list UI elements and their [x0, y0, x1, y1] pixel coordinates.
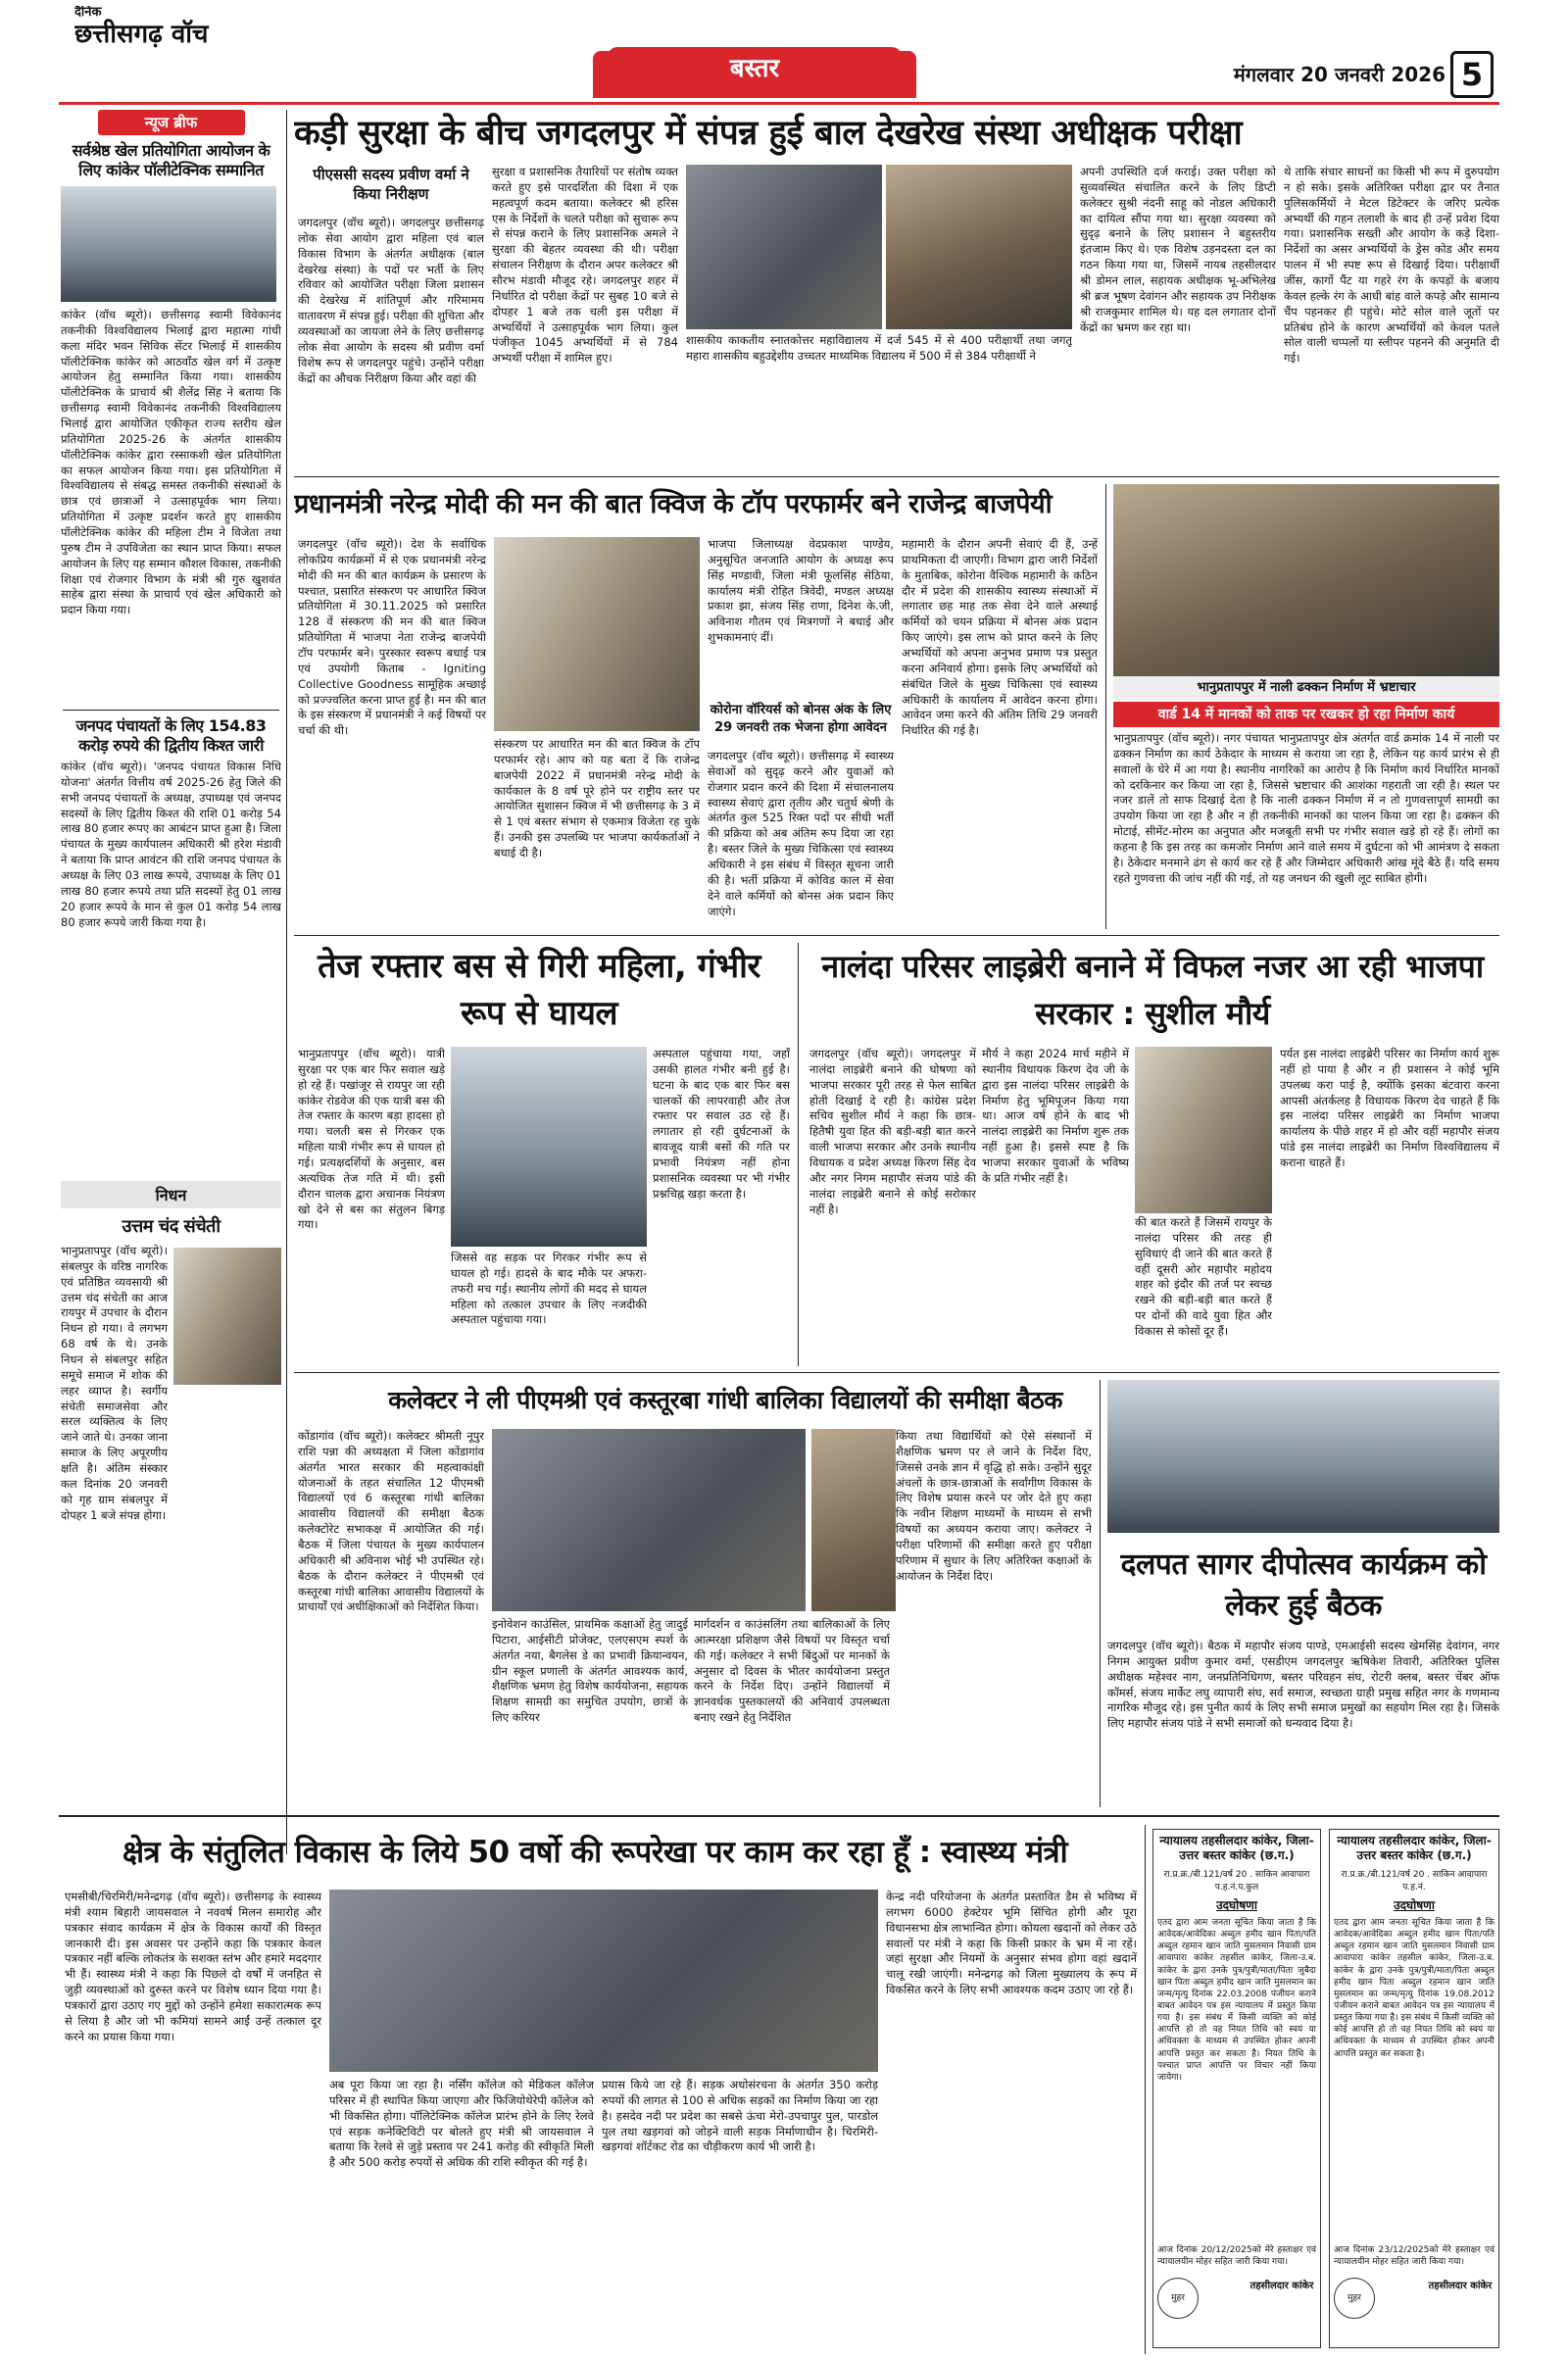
minister-col2: अब पूरा किया जा रहा है। नर्सिंग कॉलेज को मेडिकल कॉलेज परिसर में ही स्थापित किया जाएगा और फिजियोथेरेपी कॉलेज को भी विकसित होगा। पॉलिटेक्निक कॉलेज प्रारंभ होने के लिए रेलवे एवं सड़क कनेक्टिविटी पर बोलते हुए मंत्री श्री जायसवाल ने बताया कि रेलवे से जुड़े प्रस्ताव पर 241 करोड़ की स्वीकृति मिली है और 500 करोड़ रुपयों से अधिक की राशि स्वीकृत की गई है। [329, 2078, 594, 2170]
school-photo-1 [492, 1429, 806, 1611]
dalpat-headline: दलपत सागर दीपोत्सव कार्यक्रम को लेकर हुई बैठक [1120, 1548, 1487, 1623]
brief2-body: कांकेर (वॉच ब्यूरो)। 'जनपद पंचायत विकास निधि योजना' अंतर्गत वित्तीय वर्ष 2025-26 हेतु जिले की सभी जनपद पंचायतों के अध्यक्ष, उपाध्यक्ष एवं जनपद सदस्यों के लिए द्वितीय किश्त की राशि 01 करोड़ 54 लाख 80 हजार रूपए का आबंटन प्राप्त हुआ है। जिला पंचायत के मुख्य कार्यपालन अधिकारी श्री हरेश मंडावी ने बताया कि प्राप्त आवंटन की राशि जनपद पंचायत के अध्यक्ष के लिए 03 लाख रूपये, उपाध्यक्ष के लिए 01 लाख 80 हजार रूपये तथा प्रति सदस्यों हेतु 01 लाख 20 हजार रूपये के मान से कुल 01 करोड़ 54 लाख 80 हजार रूपये जारी किया गया है। [61, 760, 281, 929]
story1-rule [294, 476, 1499, 477]
bus-divider [798, 943, 799, 1366]
nalanda-headline: नालंदा परिसर लाइब्रेरी बनाने में विफल नजर आ रही भाजपा सरकार : सुशील मौर्य [821, 948, 1484, 1032]
story2-subtitle: कोरोना वॉरियर्स को बोनस अंक के लिए 29 जनवरी तक भेजना होगा आवेदन [710, 703, 892, 735]
notice2 [1329, 1829, 1499, 2348]
notice1-body: एतद द्वारा आम जनता सूचित किया जाता है कि आवेदक/आवेदिका अब्दुल हमीद खान पिता/पति अब्दुल रहमान खान जाति मुसलमान निवासी ग्राम आवापारा कांकेर तहसील कांकेर, जिला-उ.ब. कांकेर के द्वारा उनके पुत्र/पुत्री/माता/पिता जुबैदा खान पिता अब्दुल हमीद खान जाति मुसलमान का जन्म/मृत्यु दिनांक 22.03.2008 पंजीयन कराने बाबत आवेदन पत्र इस न्यायालय में प्रस्तुत किया गया है। इस संबंध में किसी व्यक्ति को कोई आपत्ति हो तो वह नियत तिथि को स्वयं या अधिवक्ता के माध्यम से उपस्थित होकर अपनी आपत्ति प्रस्तुत कर सकता है। नियत तिथि के पश्चात प्राप्त आपत्ति पर विचार नहीं किया जायेगा। [1157, 1918, 1316, 2083]
news-brief-column [61, 110, 281, 1854]
obit-label: निधन [61, 1181, 281, 1208]
story1-photo-2 [886, 165, 1072, 329]
page-number [1450, 51, 1494, 98]
story2-subbody: जगदलपुर (वॉच ब्यूरो)। छत्तीसगढ़ में स्वास्थ्य सेवाओं को सुदृढ़ करने और युवाओं को रोजगार प्रदान करने की दिशा में संचालनालय स्वास्थ्य सेवाएं द्वारा तृतीय और चतुर्थ श्रेणी के अंतर्गत कुल 525 रिक्त पदों पर सीधी भर्ती की प्रक्रिया को अब अंतिम रूप दिया जा रहा है। बस्तर जिले के मुख्य चिकित्सा एवं स्वास्थ्य अधिकारी ने इस संबंध में विस्तृत सूचना जारी की है। भर्ती प्रक्रिया में कोविड काल में सेवा देने वाले कर्मियों को बोनस अंक प्रदान किए जाएंगे। [708, 749, 894, 918]
masthead-brand [74, 6, 270, 55]
section-tab [608, 47, 902, 90]
bus-col3: अस्पताल पहुंचाया गया, जहाँ उसकी हालत गंभीर बनी हुई है। घटना के बाद एक बार फिर बस चालकों की लापरवाही और तेज रफ्तार पर सवाल उठ रहे हैं। लगातार हो रही दुर्घटनाओं के बावजूद यात्री बसों की गति पर प्रभावी नियंत्रण नहीं होना प्रशासनिक व्यवस्था पर भी गंभीर प्रश्नचिह्न खड़ा करता है। [653, 1047, 790, 1201]
school-col1: कोंडागांव (वॉच ब्यूरो)। कलेक्टर श्रीमती नूपुर राशि पन्ना की अध्यक्षता में जिला कोंडागांव अंतर्गत भारत सरकार की महत्वाकांक्षी योजनाओं के तहत संचालित 12 पीएमश्री विद्यालयों एवं 6 कस्तूरबा गांधी बालिका आवासीय विद्यालयों की समीक्षा बैठक कलेक्टोरेट सभाकक्ष में आयोजित की गई। बैठक में जिला पंचायत के मुख्य कार्यपालन अधिकारी श्री अविनाश भोई भी उपस्थित रहे। बैठक के दौरान कलेक्टर ने पीएमश्री एवं कस्तूरबा गांधी बालिका आवासीय विद्यालयों के प्राचार्यों एवं अधीक्षिकाओं को निर्देशित किया। [298, 1429, 484, 1614]
nalanda-col2: मौर्य ने कहा 2024 मार्च महीने में स्थानीय विधायक किरण देव जी के द्वारा इस नालंदा परिसर लाइब्रेरी के निर्माण हेतु भूमिपूजन किया गया था। आज वर्ष होने के बाद भी नालंदा लाइब्रेरी का निर्माण शुरू तक नहीं हुआ है। इससे स्पष्ट है कि भाजपा सरकार युवाओं के भविष्य के प्रति गंभीर नहीं है। [982, 1047, 1129, 1185]
story2-col2: संस्करण पर आधारित मन की बात क्विज के टॉप परफार्मर रहे। आप को यह बता दें कि राजेन्द्र बाजपेयी 2022 में प्रधानमंत्री नरेन्द्र मोदी के कार्यकाल के 8 वर्ष पूरे होने पर राष्ट्रीय स्तर पर आयोजित सुशासन क्विज में भी छत्तीसगढ़ के 3 में से 1 एवं बस्तर संभाग से एकमात्र विजेता रह चुके हैं। उनकी इस उपलब्धि पर भाजपा कार्यकर्ताओं ने बधाई दी है। [494, 737, 700, 860]
school-col4: किया तथा विद्यार्थियों को ऐसे संस्थानों में शैक्षणिक भ्रमण पर ले जाने के निर्देश दिए, जिससे उनके ज्ञान में वृद्धि हो सके। उन्होंने सुदूर अंचलों के छात्र-छात्राओं के सर्वांगीण विकास के लिए विशेष प्रयास करने पर जोर देते हुए कहा कि नवीन शिक्षण माध्यमों के माध्यम से सभी विषयों का अध्ययन कराया जाए। कलेक्टर ने परीक्षा परिणामों की समीक्षा करते हुए परीक्षा परिणाम में सुधार के लिए अतिरिक्त कक्षाओं के आयोजन के निर्देश दिए। [896, 1429, 1092, 1807]
minister-col4: केन्द्र नदी परियोजना के अंतर्गत प्रस्तावित डैम से भविष्य में लगभग 6000 हेक्टेयर भूमि सिंचित होगी और पूरा विधानसभा क्षेत्र लाभान्वित होगा। कोयला खदानों को लेकर उठे सवालों पर मंत्री ने कहा कि किसी प्रकार के भ्रम में ना रहें। जहां सुरक्षा और नियमों के अनुसार संभव होगा वहां खदानें चालू रखी जाएंगी। मनेन्द्रगढ़ को जिला मुख्यालय के रूप में विकसित करने के लिए सभी आवश्यक कदम उठाए जा रहे हैं। [886, 1890, 1137, 1997]
nalanda-col4: पर्यत इस नालंदा लाइब्रेरी परिसर का निर्माण कार्य शुरू नहीं हो पाया है और न ही प्रशासन ने कोई भूमि उपलब्ध करा पाई है, क्योंकि इसका बंटवारा करना आपसी अंतर्कलह है विधायक किरण देव चाहते हैं कि इस नालंदा परिसर लाइब्रेरी का निर्माण भाजपा कार्यालय के पीछे शहर में हो और वहीं महापौर संजय पांडे इस नालंदा लाइब्रेरी का निर्माण विश्वविद्यालय में कराना चाहते हैं। [1280, 1047, 1499, 1170]
obit-body: भानुप्रतापपुर (वॉच ब्यूरो)। संबलपुर के वरिष्ठ नागरिक एवं प्रतिष्ठित व्यवसायी श्री उत्तम चंद संचेती का आज रायपुर में उपचार के दौरान निधन हो गया। वे लगभग 68 वर्ष के थे। उनके निधन से संबलपुर सहित समूचे समाज में शोक की लहर व्याप्त है। स्वर्गीय संचेती समाजसेवा और सरल व्यक्तित्व के लिए जाने जाते थे। उनका जाना समाज के लिए अपूरणीय क्षति है। अंतिम संस्कार कल दिनांक 20 जनवरी को गृह ग्राम संबलपुर में दोपहर 1 बजे संपन्न होगा। [61, 1244, 168, 1522]
story1-headline: कड़ी सुरक्षा के बीच जगदलपुर में संपन्न हुई बाल देखरेख संस्था अधीक्षक परीक्षा [294, 114, 1243, 153]
brief1-body: कांकेर (वॉच ब्यूरो)। छत्तीसगढ़ स्वामी विवेकानंद तकनीकी विश्वविद्यालय भिलाई द्वारा महात्मा गांधी कला मंदिर भवन सिविक सेंटर भिलाई में शासकीय पॉलीटेक्निक कांकेर को आठवाँठ खेल वर्ग में उत्कृष्ट आयोजन हेतु सम्मानित किया गया। शासकीय पॉलीटेक्निक के प्राचार्य श्री शैलेंद्र सिंह ने बताया कि छत्तीसगढ़ स्वामी विवेकानंद तकनीकी विश्वविद्यालय भिलाई द्वारा आयोजित एकीकृत राज्य स्तरीय खेल प्रतियोगिता 2025-26 के अंतर्गत शासकीय पॉलीटेक्निक कांकेर द्वारा रस्साकशी खेल प्रतियोगिता का सफल आयोजन किया गया। इस प्रतियोगिता में विश्वविद्यालय से संबद्ध समस्त तकनीकी संस्थाओं के छात्र एवं छात्राओं ने उत्साहपूर्वक भाग लिया। प्रतियोगिता में उत्कृष्ट प्रदर्शन करते हुए शासकीय पॉलीटेक्निक कांकेर की महिला टीम ने विजेता तथा पुरुष टीम ने उपविजेता का स्थान प्राप्त किया। सफल आयोजन के लिए यह सम्मान कौशल विकास, तकनीकी शिक्षा एवं रोजगार विभाग के मंत्री श्री गुरु खुशवंत साहेब द्वारा संस्था के प्राचार्य एवं खेल अधिकारी को प्रदान किया गया। [61, 308, 281, 617]
notice2-case: रा.प्र.क्र./बी.121/वर्ष 20 . साकिन आवापारा प.ह.नं. [1341, 1870, 1488, 1893]
story2-rule [294, 935, 1499, 936]
ward-body: भानुप्रतापपुर (वॉच ब्यूरो)। नगर पंचायत भानुप्रतापपुर क्षेत्र अंतर्गत वार्ड क्रमांक 14 में नाली पर ढक्कन निर्माण का कार्य ठेकेदार के माध्यम से कराया जा रहा है, लेकिन यह कार्य प्रारंभ से ही सवालों के घेरे में आ गया है। स्थानीय नागरिकों का आरोप है कि निर्माण कार्य निर्धारित मानकों को दरकिनार कर किया जा रहा है, जिससे भ्रष्टाचार की आशंका गहराती जा रही है। स्थल पर नजर डालें तो साफ दिखाई देता है कि नाली ढक्कन निर्माण में न तो गुणवत्तापूर्ण सामग्री का उपयोग किया जा रहा है और न ही तकनीकी मानकों का पालन किया जा रहा है। ढक्कन की मोटाई, सीमेंट-मोरम का अनुपात और मजबूती सभी पर गंभीर सवाल खड़े हो रहे हैं। लोगों का कहना है कि इस तरह का कमजोर निर्माण आने वाले समय में दुर्घटना को भी आमंत्रण दे सकता है। ठेकेदार मनमाने ढंग से कार्य कर रहे हैं और जिम्मेदार अधिकारी आंख मूंदे बैठे हैं। यदि समय रहते गुणवत्ता की जांच नहीं की गई, तो यह जनधन की खुली लूट साबित होगी। [1113, 731, 1499, 885]
nalanda-col3: की बात करते हैं जिसमें रायपुर के नालंदा परिसर की तरह ही सुविधाएं दी जाने की बात करते हैं वहीं दूसरी ओर महापौर महोदय शहर को इंदौर की तर्ज पर स्वच्छ रखने की बड़ी-बड़ी बात करते हैं पर दोनों की वादे युवा हित और विकास से कोसों दूर हैं। [1135, 1215, 1272, 1339]
story1-col3: अपनी उपस्थिति दर्ज कराई। उक्त परीक्षा को सुव्यवस्थित संचालित करने के लिए डिप्टी कलेक्टर सुश्री नंदनी साहू को नोडल अधिकारी का दायित्व सौंपा गया था। सुरक्षा व्यवस्था को सुदृढ़ बनाने के लिए प्रशासन ने बहुस्तरीय इंतजाम किए थे। एक विशेष उड़नदस्ता दल का गठन किया गया था, जिसमें नायब तहसीलदार श्री डोमन लाल, सहायक अधीक्षक भू-अभिलेख श्री ब्रज भूषण देवांगन और सहायक उप निरीक्षक श्री राजकुमार शामिल थे। यह दल लगातार दोनों केंद्रों का भ्रमण कर रहा था। [1080, 165, 1276, 334]
school-rule [59, 1815, 1499, 1817]
masthead-rule [59, 102, 1499, 105]
story2-col5: महामारी के दौरान अपनी सेवाएं दी हैं, उन्हें प्राथमिकता दी जाएगी। विभाग द्वारा जारी निर्देशों के मुताबिक, कोरोना वैश्विक महामारी के कठिन दौर में प्रदेश की शासकीय स्वास्थ्य संस्थाओं में लगातार छह माह तक सेवा देने वाले अस्थाई कर्मियों को चयन प्रक्रिया में बोनस अंक प्रदान किए जाएंगे। इस लाभ को प्राप्त करने के लिए अभ्यर्थियों को अपना अनुभव प्रमाण पत्र प्रस्तुत करना अनिवार्य होगा। इसके लिए अभ्यर्थियों को संबंधित जिले के मुख्य चिकित्सा एवं स्वास्थ्य अधिकारी के कार्यालय में आवेदन करना होगा। आवेदन जमा करने की अंतिम तिथि 29 जनवरी निर्धारित की गई है। [902, 537, 1098, 738]
nalanda-photo [1135, 1047, 1272, 1213]
brief1-photo [61, 186, 276, 302]
story2-divider [1105, 484, 1106, 929]
minister-col1: एमसीबी/चिरमिरी/मनेन्द्रगढ़ (वॉच ब्यूरो)। छत्तीसगढ़ के स्वास्थ्य मंत्री श्याम बिहारी जायसवाल ने नववर्ष मिलन समारोह और पत्रकार संवाद कार्यक्रम में क्षेत्र के विकास कार्यों की विस्तृत जानकारी दी। इस अवसर पर उन्होंने कहा कि पत्रकार केवल पत्रकार नहीं बल्कि लोकतंत्र के सशक्त स्तंभ और हमारे मददगार भी हैं। स्वास्थ्य मंत्री ने कहा कि पिछले दो वर्षों में जनहित से जुड़ी व्यवस्थाओं को दुरुस्त करने पर विशेष ध्यान दिया गया है। पत्रकारों द्वारा उठाए गए मुद्दों को उन्होंने हमेशा सकारात्मक रूप से लिया है और जो भी कमियां सामने आईं उन्हें तत्काल दूर करने का प्रयास किया गया। [65, 1890, 321, 2043]
story2-col1: जगदलपुर (वॉच ब्यूरो)। देश के सर्वाधिक लोकप्रिय कार्यक्रमों में से एक प्रधानमंत्री नरेन्द्र मोदी की मन की बात कार्यक्रम के प्रसारण के पश्चात, प्रसारित संस्करण पर आधारित क्विज प्रतियोगिता में 30.11.2025 को प्रसारित 128 वें संस्करण की मन की बात क्विज प्रतियोगिता में भाजपा नेता राजेन्द्र बाजपेयी टॉप परफार्मर बने। पुरस्कार स्वरूप बधाई पत्र एवं उपयोगी किताब - Igniting Collective Goodness सामूहिक अच्छाई को प्रज्ज्वलित करना प्राप्त हुई है। मन की बात के इस संस्करण में प्रधानमंत्री ने कई विषयों पर चर्चा की थी। [298, 537, 486, 738]
notice2-court: न्यायालय तहसीलदार कांकेर, जिला-उत्तर बस्तर कांकेर (छ.ग.) [1337, 1834, 1492, 1862]
minister-col3: प्रयास किये जा रहे हैं। सड़क अधोसंरचना के अंतर्गत 350 करोड़ रुपयों की लागत से 100 से अधिक सड़कों का निर्माण किया जा रहा है। हसदेव नदी पर प्रदेश का सबसे ऊंचा मेरो-उपचापुर पुल, पारडोल पुल तथा खड़गवां को जोड़ने वाली सड़क निर्माणाधीन है। चिरमिरी-खड़गवां शॉर्टकट रोड का चौड़ीकरण कार्य भी जारी है। [602, 2078, 878, 2154]
notice1-title: उदघोषणा [1216, 1898, 1257, 1912]
notice1-court: न्यायालय तहसीलदार कांकेर, जिला-उत्तर बस्तर कांकेर (छ.ग.) [1159, 1834, 1314, 1862]
notice-divider [1145, 1825, 1146, 2354]
notice2-sign: तहसीलदार कांकेर [1428, 2281, 1493, 2292]
story1-col4: थे ताकि संचार साधनों का किसी भी रूप में दुरुपयोग न हो सके। इसके अतिरिक्त परीक्षा द्वार पर तैनात पुलिसकर्मियों ने मेटल डिटेक्टर के जरिए प्रत्येक अभ्यर्थी की गहन तलाशी के बाद ही उन्हें प्रवेश दिया गया। प्रशासनिक सख्ती और आयोग के कड़े दिशा-निर्देशों का असर अभ्यर्थियों के ड्रेस कोड और समय पालन में भी स्पष्ट रूप से दिखाई दिया। परीक्षार्थी जींस, कार्गो पैंट या गहरे रंग के कपड़ों के बजाय केवल हल्के रंग के आधी बांह वाले कपड़े और सामान्य चैंप पहनकर ही पहुंचे। मोटे सोल वाले जूतों पर प्रतिबंध होने के कारण अभ्यर्थियों को केवल पतले सोल वाली चप्पलों या स्लीपर पहनने की अनुमति दी गई। [1284, 165, 1499, 366]
notice1 [1152, 1829, 1321, 2348]
issue-date: मंगलवार 20 जनवरी 2026 [1233, 63, 1446, 86]
ward-caption: भानुप्रतापपुर में नाली ढक्कन निर्माण में भ्रष्टाचार [1113, 676, 1499, 700]
story1-col1: जगदलपुर (वॉच ब्यूरो)। जगदलपुर छत्तीसगढ़ लोक सेवा आयोग द्वारा महिला एवं बाल विकास विभाग के अंतर्गत अधीक्षक (बाल देखरेख संस्था) के पदों पर भर्ती के लिए रविवार को आयोजित परीक्षा जिला प्रशासन की देखरेख में शांतिपूर्ण और गरिमामय वातावरण में संपन्न हुई। परीक्षा की शुचिता और व्यवस्थाओं का जायजा लेने के लिए छत्तीसगढ़ लोक सेवा आयोग के सदस्य श्री प्रवीण वर्मा विशेष रूप से जगदलपुर पहुंचे। उन्होंने परीक्षा केंद्रों का औचक निरीक्षण किया और वहां की [298, 216, 484, 385]
dalpat-photo [1107, 1380, 1499, 1533]
obit-photo [173, 1248, 281, 1385]
notice1-seal: मुहर [1157, 2278, 1199, 2319]
notice1-case: रा.प्र.क्र./बी.121/वर्ष 20 . साकिन आवापारा प.ह.नं.प.कुल [1163, 1870, 1310, 1893]
school-col2: इनोवेशन काउंसिल, प्राथमिक कक्षाओं हेतु जादुई पिटारा, आईसीटी प्रोजेक्ट, एलएसएम स्पर्श के अंतर्गत नया, बैगलेस डे का प्रभावी क्रियान्वयन, ग्रीन स्कूल प्रणाली के अंतर्गत आवश्यक कार्य, शैक्षणिक भ्रमण हेतु विशेष कार्ययोजना, सहायक शिक्षण सामग्री का समुचित उपयोग, छात्रों के लिए करियर [492, 1617, 688, 1725]
ward-headline: वार्ड 14 में मानकों को ताक पर रखकर हो रहा निर्माण कार्य [1113, 702, 1499, 727]
brief1-title: सर्वश्रेष्ठ खेल प्रतियोगिता आयोजन के लिए कांकेर पॉलीटेक्निक सम्मानित [72, 141, 270, 179]
story1-col2: सुरक्षा व प्रशासनिक तैयारियों पर संतोष व्यक्त करते हुए इसे पारदर्शिता की दिशा में एक महत्वपूर्ण कदम बताया। कलेक्टर श्री हरिस एस के निर्देशों के चलते परीक्षा को सुचारू रूप से संपन्न कराने के लिए प्रशासनिक अमले ने सुरक्षा की बेहतर व्यवस्था की थी। परीक्षा संचालन निरीक्षण के दौरान अपर कलेक्टर श्री सौरभ मंडावी मौजूद रहे। जगदलपुर शहर में निर्धारित दो परीक्षा केंद्रों पर सुबह 10 बजे से दोपहर 1 बजे तक चली इस परीक्षा में अभ्यर्थियों ने उत्साहपूर्वक भाग लिया। कुल पंजीकृत 1045 अभ्यर्थियों में से 784 अभ्यर्थी परीक्षा में शामिल हुए। [492, 165, 678, 366]
story1-caption: शासकीय काकतीय स्नातकोत्तर महाविद्यालय में दर्ज 545 में से 400 परीक्षार्थी तथा जगतू महारा शासकीय बहुउद्देशीय उच्चतर माध्यमिक विद्यालय में 500 में से 384 परीक्षार्थी ने [686, 333, 1072, 363]
bus-photo [451, 1047, 647, 1247]
bus-col1: भानुप्रतापपुर (वॉच ब्यूरो)। यात्री सुरक्षा पर एक बार फिर सवाल खड़े हो रहे हैं। पखांजूर से रायपुर जा रही कांकेर रोडवेज की एक यात्री बस की तेज रफ्तार के कारण बड़ा हादसा हो गया। चलती बस से गिरकर एक महिला यात्री गंभीर रूप से घायल हो गई। प्रत्यक्षदर्शियों के अनुसार, बस अत्यधिक तेज गति में थी। इसी दौरान चालक द्वारा अचानक नियंत्रण खो देने से बस का संतुलन बिगड़ गया। [298, 1047, 445, 1232]
nalanda-rule [294, 1372, 1499, 1373]
dalpat-body: जगदलपुर (वॉच ब्यूरो)। बैठक में महापौर संजय पाण्डे, एमआईसी सदस्य खेमसिंह देवांगन, नगर निगम आयुक्त प्रवीण कुमार वर्मा, एसडीएम जगदलपुर ऋषिकेश तिवारी, अतिरिक्त पुलिस अधीक्षक महेश्वर नाग, जनप्रतिनिधिगण, बस्तर परिवहन संघ, रोटरी क्लब, बस्तर चेंबर ऑफ कॉमर्स, संजय मार्केट लघु व्यापारी संघ, सर्व समाज, स्वच्छता ग्राही प्रमुख सहित नगर के गणमान्य नागरिक मौजूद रहे। इस पुनीत कार्य के लिए सभी समाज प्रमुखों का सहयोग मिल रहा है। जिसके लिए महापौर संजय पांडे ने सभी समाजों को धन्यवाद दिया है। [1107, 1639, 1499, 1731]
notice2-seal: मुहर [1334, 2278, 1375, 2319]
bus-headline: तेज रफ्तार बस से गिरी महिला, गंभीर रूप से घायल [318, 947, 760, 1033]
ward-photo [1113, 484, 1499, 676]
brand-small: दैनिक [74, 6, 102, 20]
story2-col3: भाजपा जिलाध्यक्ष वेदप्रकाश पाण्डेय, अनुसूचित जनजाति आयोग के अध्यक्ष रूप सिंह मण्डावी, जिला मंत्री फूलसिंह सेठिया, कार्यालय मंत्री रोहित त्रिवेदी, मण्डल अध्यक्ष प्रकाश झा, संजय सिंह राणा, दिनेश के.जी, अविनाश गौतम एवं मित्रगणों ने बधाई और शुभकामनाएं दीं। [708, 537, 894, 645]
story1-photo [686, 165, 882, 329]
notice1-issued: आज दिनांक 20/12/2025को मेरे हस्ताक्षर एवं न्यायालयीन मोहर सहित जारी किया गया। [1157, 2245, 1316, 2268]
left-column-divider [286, 110, 287, 1854]
section-title: बस्तर [729, 54, 780, 83]
page-number-text: 5 [1460, 56, 1484, 93]
notice2-body: एतद द्वारा आम जनता सूचित किया जाता है कि आवेदक/आवेदिका अब्दुल हमीद खान पिता/पति अब्दुल रहमान खान जाति मुसलमान निवासी ग्राम आवापारा कांकेर तहसील कांकेर, जिला-उ.ब. कांकेर के द्वारा उनके पुत्र/पुत्री/माता/पिता अब्दुल हमीद खान पिता अब्दुल रहमान खान जाति मुसलमान का जन्म/मृत्यु दिनांक 19.08.2012 पंजीयन कराने बाबत आवेदन पत्र इस न्यायालय में प्रस्तुत किया गया है। इस संबंध में किसी व्यक्ति को कोई आपत्ति हो तो वह नियत तिथि को स्वयं या अधिवक्ता के माध्यम से उपस्थित होकर अपनी आपत्ति प्रस्तुत कर सकता है। [1334, 1918, 1494, 2059]
notice2-issued: आज दिनांक 23/12/2025को मेरे हस्ताक्षर एवं न्यायालयीन मोहर सहित जारी किया गया। [1334, 2245, 1494, 2268]
school-headline: कलेक्टर ने ली पीएमश्री एवं कस्तूरबा गांधी बालिका विद्यालयों की समीक्षा बैठक [388, 1386, 1062, 1414]
story1-subhead: पीएससी सदस्य प्रवीण वर्मा ने किया निरीक्षण [313, 166, 469, 203]
school-divider [1100, 1380, 1101, 1807]
notice2-title: उदघोषणा [1394, 1898, 1435, 1912]
news-brief-label: न्यूज ब्रीफ [98, 110, 245, 135]
notice1-sign: तहसीलदार कांकेर [1250, 2281, 1314, 2292]
story2-headline: प्रधानमंत्री नरेन्द्र मोदी की मन की बात क्विज के टॉप परफार्मर बने राजेन्द्र बाजपेयी [294, 489, 1053, 519]
obit-name: उत्तम चंद संचेती [122, 1216, 220, 1237]
school-col3: मार्गदर्शन व काउंसलिंग तथा बालिकाओं के लिए आत्मरक्षा प्रशिक्षण जैसे विषयों पर विस्तृत चर्चा की गई। कलेक्टर ने सभी बिंदुओं पर मानकों के अनुसार दो दिवस के भीतर कार्ययोजना प्रस्तुत करने के निर्देश दिए। उन्होंने विद्यालयों में ज्ञानवर्धक पुस्तकालयों की अनिवार्य उपलब्धता बनाए रखने हेतु निर्देशित [694, 1617, 890, 1725]
minister-headline: क्षेत्र के संतुलित विकास के लिये 50 वर्षो की रूपरेखा पर काम कर रहा हूँ : स्वास्थ्य मंत्री [122, 1835, 1068, 1870]
brief2-title: जनपद पंचायतों के लिए 154.83 करोड़ रुपये की द्वितीय किश्त जारी [63, 710, 279, 756]
minister-photo [329, 1890, 878, 2072]
nalanda-col1: जगदलपुर (वॉच ब्यूरो)। जगदलपुर में नालंदा लाइब्रेरी बनाने की घोषणा को भाजपा सरकार पूरी तरह से फेल साबित होती दिखाई दे रही है। कांग्रेस प्रदेश सचिव सुशील मौर्य ने कहा कि छात्र-हितैषी युवा हित की बड़ी-बड़ी बात करने वाली भाजपा सरकार और उनके स्थानीय विधायक व प्रदेश अध्यक्ष किरण सिंह देव और नगर निगम महापौर संजय पांडे की नालंदा लाइब्रेरी बनाने से कोई सरोकार नहीं है। [809, 1047, 976, 1216]
bus-col2: जिससे वह सड़क पर गिरकर गंभीर रूप से घायल हो गई। हादसे के बाद मौके पर अफरा-तफरी मच गई। स्थानीय लोगों की मदद से घायल महिला को तत्काल उपचार के लिए नजदीकी अस्पताल पहुंचाया गया। [451, 1251, 647, 1327]
story2-photo [494, 537, 700, 731]
brand-main: छत्तीसगढ़ वॉच [74, 20, 209, 49]
